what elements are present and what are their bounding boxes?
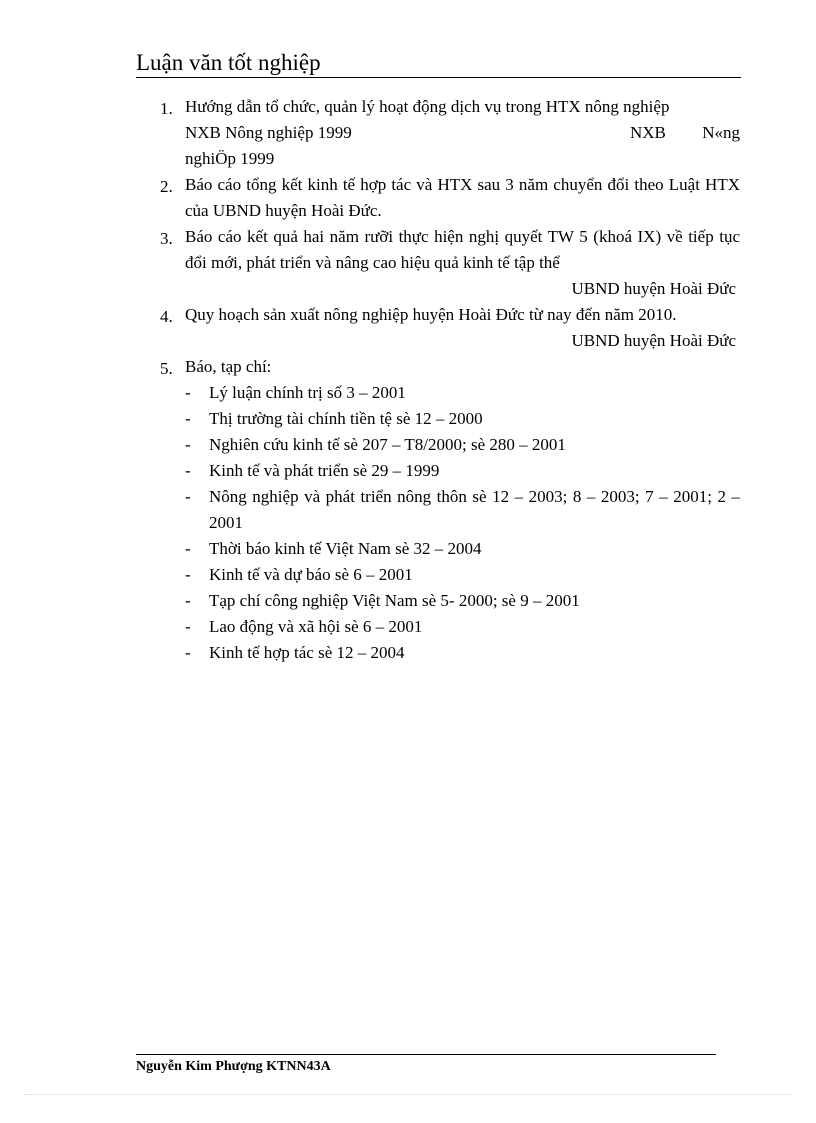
list-dash: - [185,487,191,506]
list-dash: - [185,591,191,610]
reference-item-3 [160,224,740,302]
list-dash: - [185,409,191,428]
periodical-text: Thời báo kinh tế Việt Nam sè 32 – 2004 [209,539,482,558]
footer-author: Nguyễn Kim Phượng KTNN43A [136,1059,331,1074]
reference-publisher: NXB Nông nghiệp 1999 [185,123,352,142]
periodical-list [160,380,740,666]
reference-number: 2. [160,177,173,196]
list-dash: - [185,461,191,480]
reference-text: Hướng dẫn tổ chức, quản lý hoạt động dịch vụ trong HTX nông nghiệp [185,97,670,116]
periodical-text: Lý luận chính trị số 3 – 2001 [209,383,406,402]
reference-number: 4. [160,307,173,326]
reference-item-2 [160,172,740,224]
list-dash: - [185,617,191,636]
reference-publisher-alt-2: N«ng [702,123,740,142]
periodical-item [160,536,740,562]
periodical-item [160,432,740,458]
reference-publisher-alt-3: nghiÖp 1999 [185,149,275,168]
page-title: Luận văn tốt nghiệp [136,50,321,75]
periodical-text: Kinh tế hợp tác sè 12 – 2004 [209,643,405,662]
list-dash: - [185,435,191,454]
reference-item-1 [160,94,740,172]
header-rule [136,77,741,78]
periodical-text: Thị trường tài chính tiền tệ sè 12 – 2000 [209,409,483,428]
reference-item-4 [160,302,740,354]
reference-list [160,94,740,666]
periodical-item [160,484,740,536]
reference-item-5 [160,354,740,380]
periodical-text: Kinh tế và dự báo sè 6 – 2001 [209,565,413,584]
list-dash: - [185,643,191,662]
reference-text: Báo cáo kết quả hai năm rưỡi thực hiện nghị quyết TW 5 (khoá IX) về tiếp tục đổi mới, phát triển và nâng cao hiệu quả kinh tế tập thể [185,227,740,272]
reference-text: Quy hoạch sản xuất nông nghiệp huyện Hoài Đức từ nay đến năm 2010. [185,305,677,324]
list-dash: - [185,565,191,584]
periodical-text: Nông nghiệp và phát triển nông thôn sè 12 – 2003; 8 – 2003; 7 – 2001; 2 – 2001 [209,487,740,532]
footer-rule [136,1054,716,1055]
reference-number: 5. [160,359,173,378]
periodical-item [160,406,740,432]
periodical-item [160,562,740,588]
reference-text: Báo cáo tổng kết kinh tế hợp tác và HTX sau 3 năm chuyển đổi theo Luật HTX của UBND huyện Hoài Đức. [185,175,740,220]
periodical-text: Kinh tế và phát triển sè 29 – 1999 [209,461,440,480]
reference-number: 1. [160,99,173,118]
periodical-text: Nghiên cứu kinh tế sè 207 – T8/2000; sè 280 – 2001 [209,435,566,454]
page-bottom-edge [24,1094,792,1095]
periodical-item [160,380,740,406]
reference-source: UBND huyện Hoài Đức [571,331,736,350]
periodical-item [160,640,740,666]
reference-number: 3. [160,229,173,248]
reference-source: UBND huyện Hoài Đức [571,279,736,298]
periodical-text: Tạp chí công nghiệp Việt Nam sè 5- 2000; sè 9 – 2001 [209,591,580,610]
periodical-item [160,458,740,484]
list-dash: - [185,539,191,558]
periodical-text: Lao động và xã hội sè 6 – 2001 [209,617,423,636]
reference-publisher-alt: NXB [630,123,666,142]
periodical-item [160,614,740,640]
periodical-item [160,588,740,614]
reference-text: Báo, tạp chí: [185,357,272,376]
list-dash: - [185,383,191,402]
